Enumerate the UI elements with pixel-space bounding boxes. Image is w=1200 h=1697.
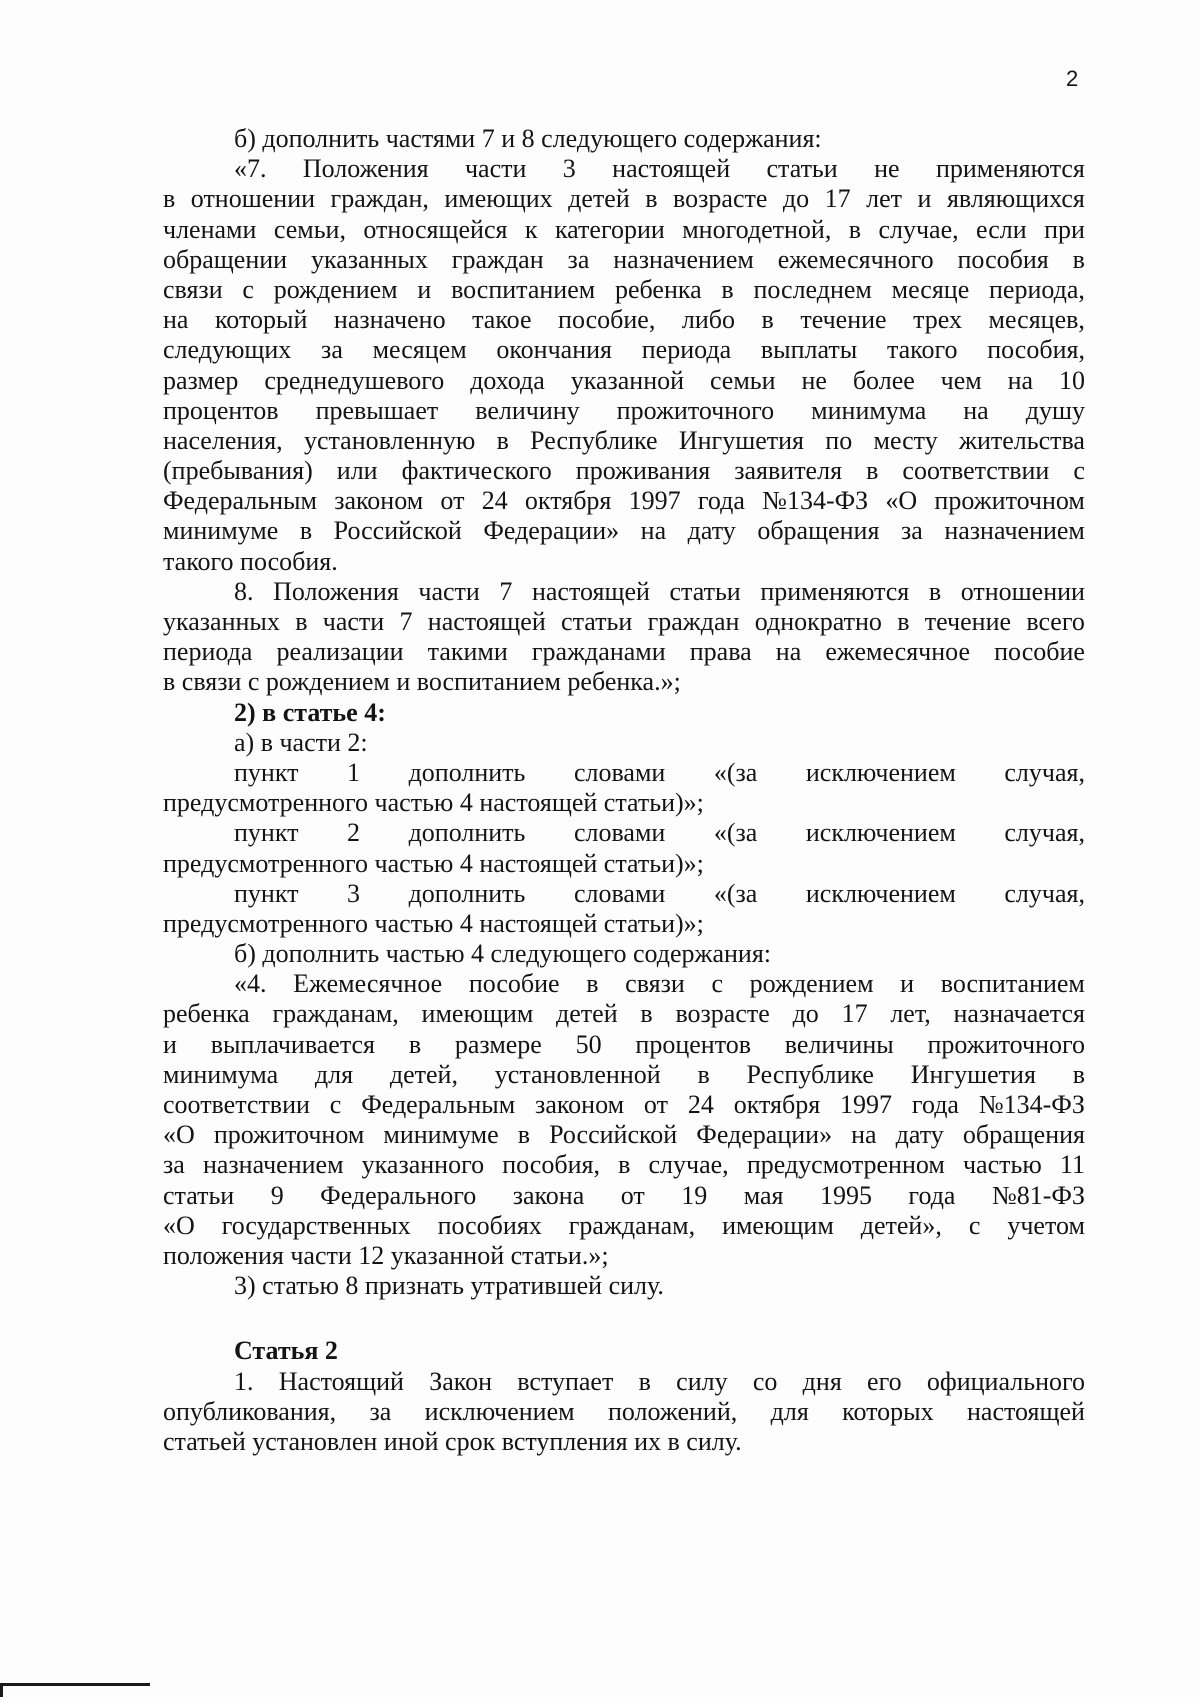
text-line: следующих за месяцем окончания периода выплаты такого пособия, (163, 335, 1085, 365)
text-line: «7. Положения части 3 настоящей статьи не применяются (234, 154, 1085, 184)
text-line: связи с рождением и воспитанием ребенка в последнем месяце периода, (163, 274, 1085, 304)
text-line: процентов превышает величину прожиточного минимума на душу (163, 395, 1085, 425)
text-line: ребенка гражданам, имеющим детей в возрасте до 17 лет, назначается (163, 999, 1085, 1029)
text-line: б) дополнить частью 4 следующего содержания: (234, 939, 772, 969)
text-line: «4. Ежемесячное пособие в связи с рождением и воспитанием (234, 969, 1085, 999)
text-line: «О государственных пособиях гражданам, имеющим детей», с учетом (163, 1210, 1085, 1240)
text-line: минимума для детей, установленной в Республике Ингушетия в (163, 1059, 1085, 1089)
text-line: обращении указанных граждан за назначением ежемесячного пособия в (163, 244, 1085, 274)
document-body (163, 124, 1085, 1457)
text-line: пункт 3 дополнить словами «(за исключением случая, (234, 878, 1085, 908)
text-line: населения, установленную в Республике Ингушетия по месту жительства (163, 425, 1085, 455)
text-line: в отношении граждан, имеющих детей в возрасте до 17 лет и являющихся (163, 184, 1085, 214)
text-line: 8. Положения части 7 настоящей статьи применяются в отношении (234, 576, 1085, 606)
text-line: предусмотренного частью 4 настоящей статьи)»; (163, 788, 704, 818)
text-line: статьей установлен иной срок вступления их в силу. (163, 1426, 742, 1456)
scan-edge-mark (0, 1683, 150, 1686)
text-line: в связи с рождением и воспитанием ребенка.»; (163, 667, 681, 697)
text-line: размер среднедушевого дохода указанной семьи не более чем на 10 (163, 365, 1085, 395)
page-number: 2 (1066, 66, 1079, 91)
text-line: 1. Настоящий Закон вступает в силу со дня его официального (234, 1366, 1085, 1396)
text-line: указанных в части 7 настоящей статьи граждан однократно в течение всего (163, 607, 1085, 636)
text-line: пункт 1 дополнить словами «(за исключением случая, (234, 757, 1085, 787)
text-line: и выплачивается в размере 50 процентов величины прожиточного (163, 1029, 1085, 1059)
text-line: на который назначено такое пособие, либо в течение трех месяцев, (163, 305, 1085, 335)
text-line: минимуме в Российской Федерации» на дату обращения за назначением (163, 516, 1085, 546)
text-line: положения части 12 указанной статьи.»; (163, 1240, 609, 1270)
text-line: за назначением указанного пособия, в случае, предусмотренном частью 11 (163, 1150, 1085, 1180)
text-line: предусмотренного частью 4 настоящей статьи)»; (163, 848, 704, 878)
text-line: б) дополнить частями 7 и 8 следующего содержания: (234, 124, 822, 153)
text-line: Федеральным законом от 24 октября 1997 года №134-ФЗ «О прожиточном (163, 486, 1085, 516)
text-line: соответствии с Федеральным законом от 24 октября 1997 года №134-ФЗ (163, 1090, 1085, 1119)
text-line: опубликования, за исключением положений, для которых настоящей (163, 1396, 1085, 1426)
article-heading: Статья 2 (234, 1336, 338, 1366)
text-line: пункт 2 дополнить словами «(за исключением случая, (234, 818, 1085, 848)
text-line: такого пособия. (163, 546, 338, 576)
text-line: (пребывания) или фактического проживания заявителя в соответствии с (163, 456, 1085, 486)
text-line: 3) статью 8 признать утратившей силу. (234, 1271, 664, 1301)
text-line: а) в части 2: (234, 727, 368, 757)
text-line: членами семьи, относящейся к категории многодетной, в случае, если при (163, 214, 1085, 244)
text-line: статьи 9 Федерального закона от 19 мая 1995 года №81-ФЗ (163, 1180, 1085, 1210)
text-line: предусмотренного частью 4 настоящей статьи)»; (163, 908, 704, 938)
section-heading: 2) в статье 4: (234, 697, 386, 727)
text-line: периода реализации такими гражданами права на ежемесячное пособие (163, 637, 1085, 667)
scan-edge-mark (0, 1683, 3, 1697)
text-line: «О прожиточном минимуме в Российской Федерации» на дату обращения (163, 1120, 1085, 1150)
paragraph-gap (163, 1301, 1085, 1336)
